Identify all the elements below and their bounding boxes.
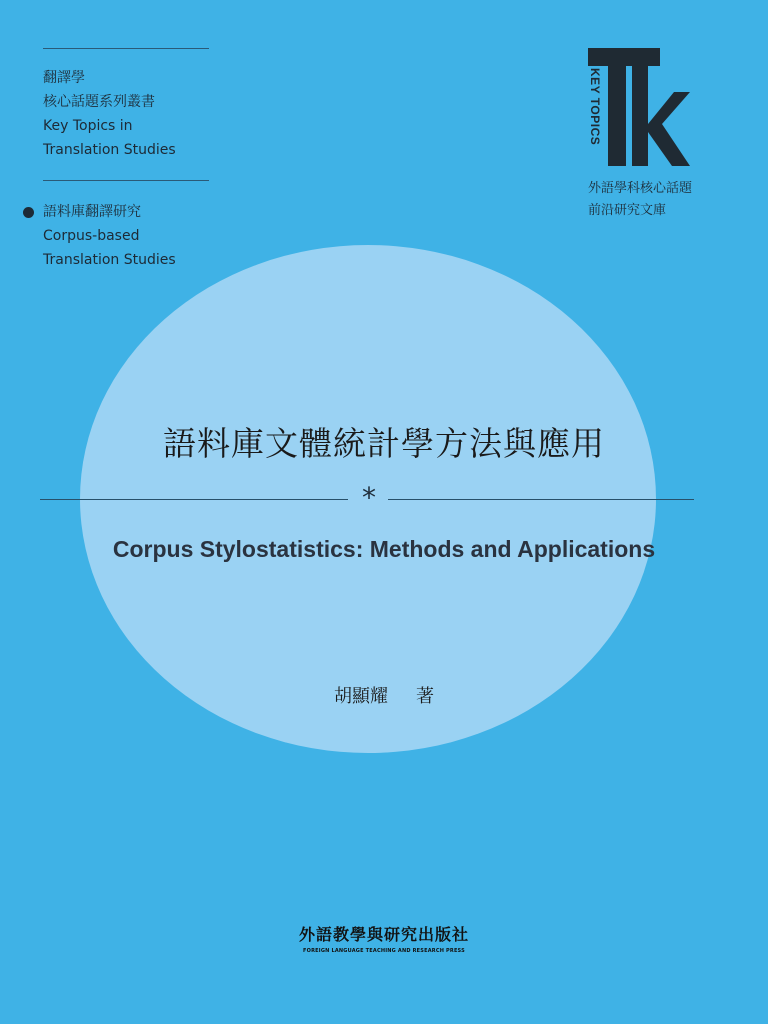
book-title-zh: 語料庫文體統計學方法與應用 (163, 424, 605, 463)
middle-rule (43, 180, 209, 181)
logo-caption-2: 前沿研究文庫 (588, 203, 667, 218)
asterisk-icon: * (362, 481, 376, 514)
publisher-name-en: FOREIGN LANGUAGE TEACHING AND RESEARCH PRESS (303, 948, 465, 954)
author-role: 著 (416, 686, 434, 707)
bullet-icon (23, 207, 34, 218)
series-name-en-1: Key Topics in (43, 118, 133, 134)
logo-caption (588, 178, 692, 222)
publisher-name-zh: 外語教學與研究出版社 (298, 925, 469, 944)
logo-vertical-text: KEY TOPICS (588, 68, 602, 146)
series-name-zh-2: 核心話題系列叢書 (43, 94, 155, 110)
author-line (0, 682, 768, 708)
book-title-en: Corpus Stylostatistics: Methods and Applications (112, 536, 656, 562)
subseries-en-2: Translation Studies (43, 252, 176, 268)
divider-line-right (388, 499, 694, 500)
subseries-zh: 語料庫翻譯研究 (43, 204, 141, 220)
series-name-en-2: Translation Studies (43, 142, 176, 158)
subseries-block (43, 200, 176, 272)
key-topics-logo (586, 46, 690, 168)
author-name: 胡顯耀 (334, 686, 388, 707)
logo-caption-1: 外語學科核心話題 (588, 181, 693, 196)
series-title-block (43, 66, 176, 162)
series-name-zh-1: 翻譯學 (43, 70, 85, 86)
top-rule (43, 48, 209, 49)
publisher (0, 922, 768, 954)
divider-line-left (40, 499, 348, 500)
subseries-en-1: Corpus-based (43, 228, 140, 244)
